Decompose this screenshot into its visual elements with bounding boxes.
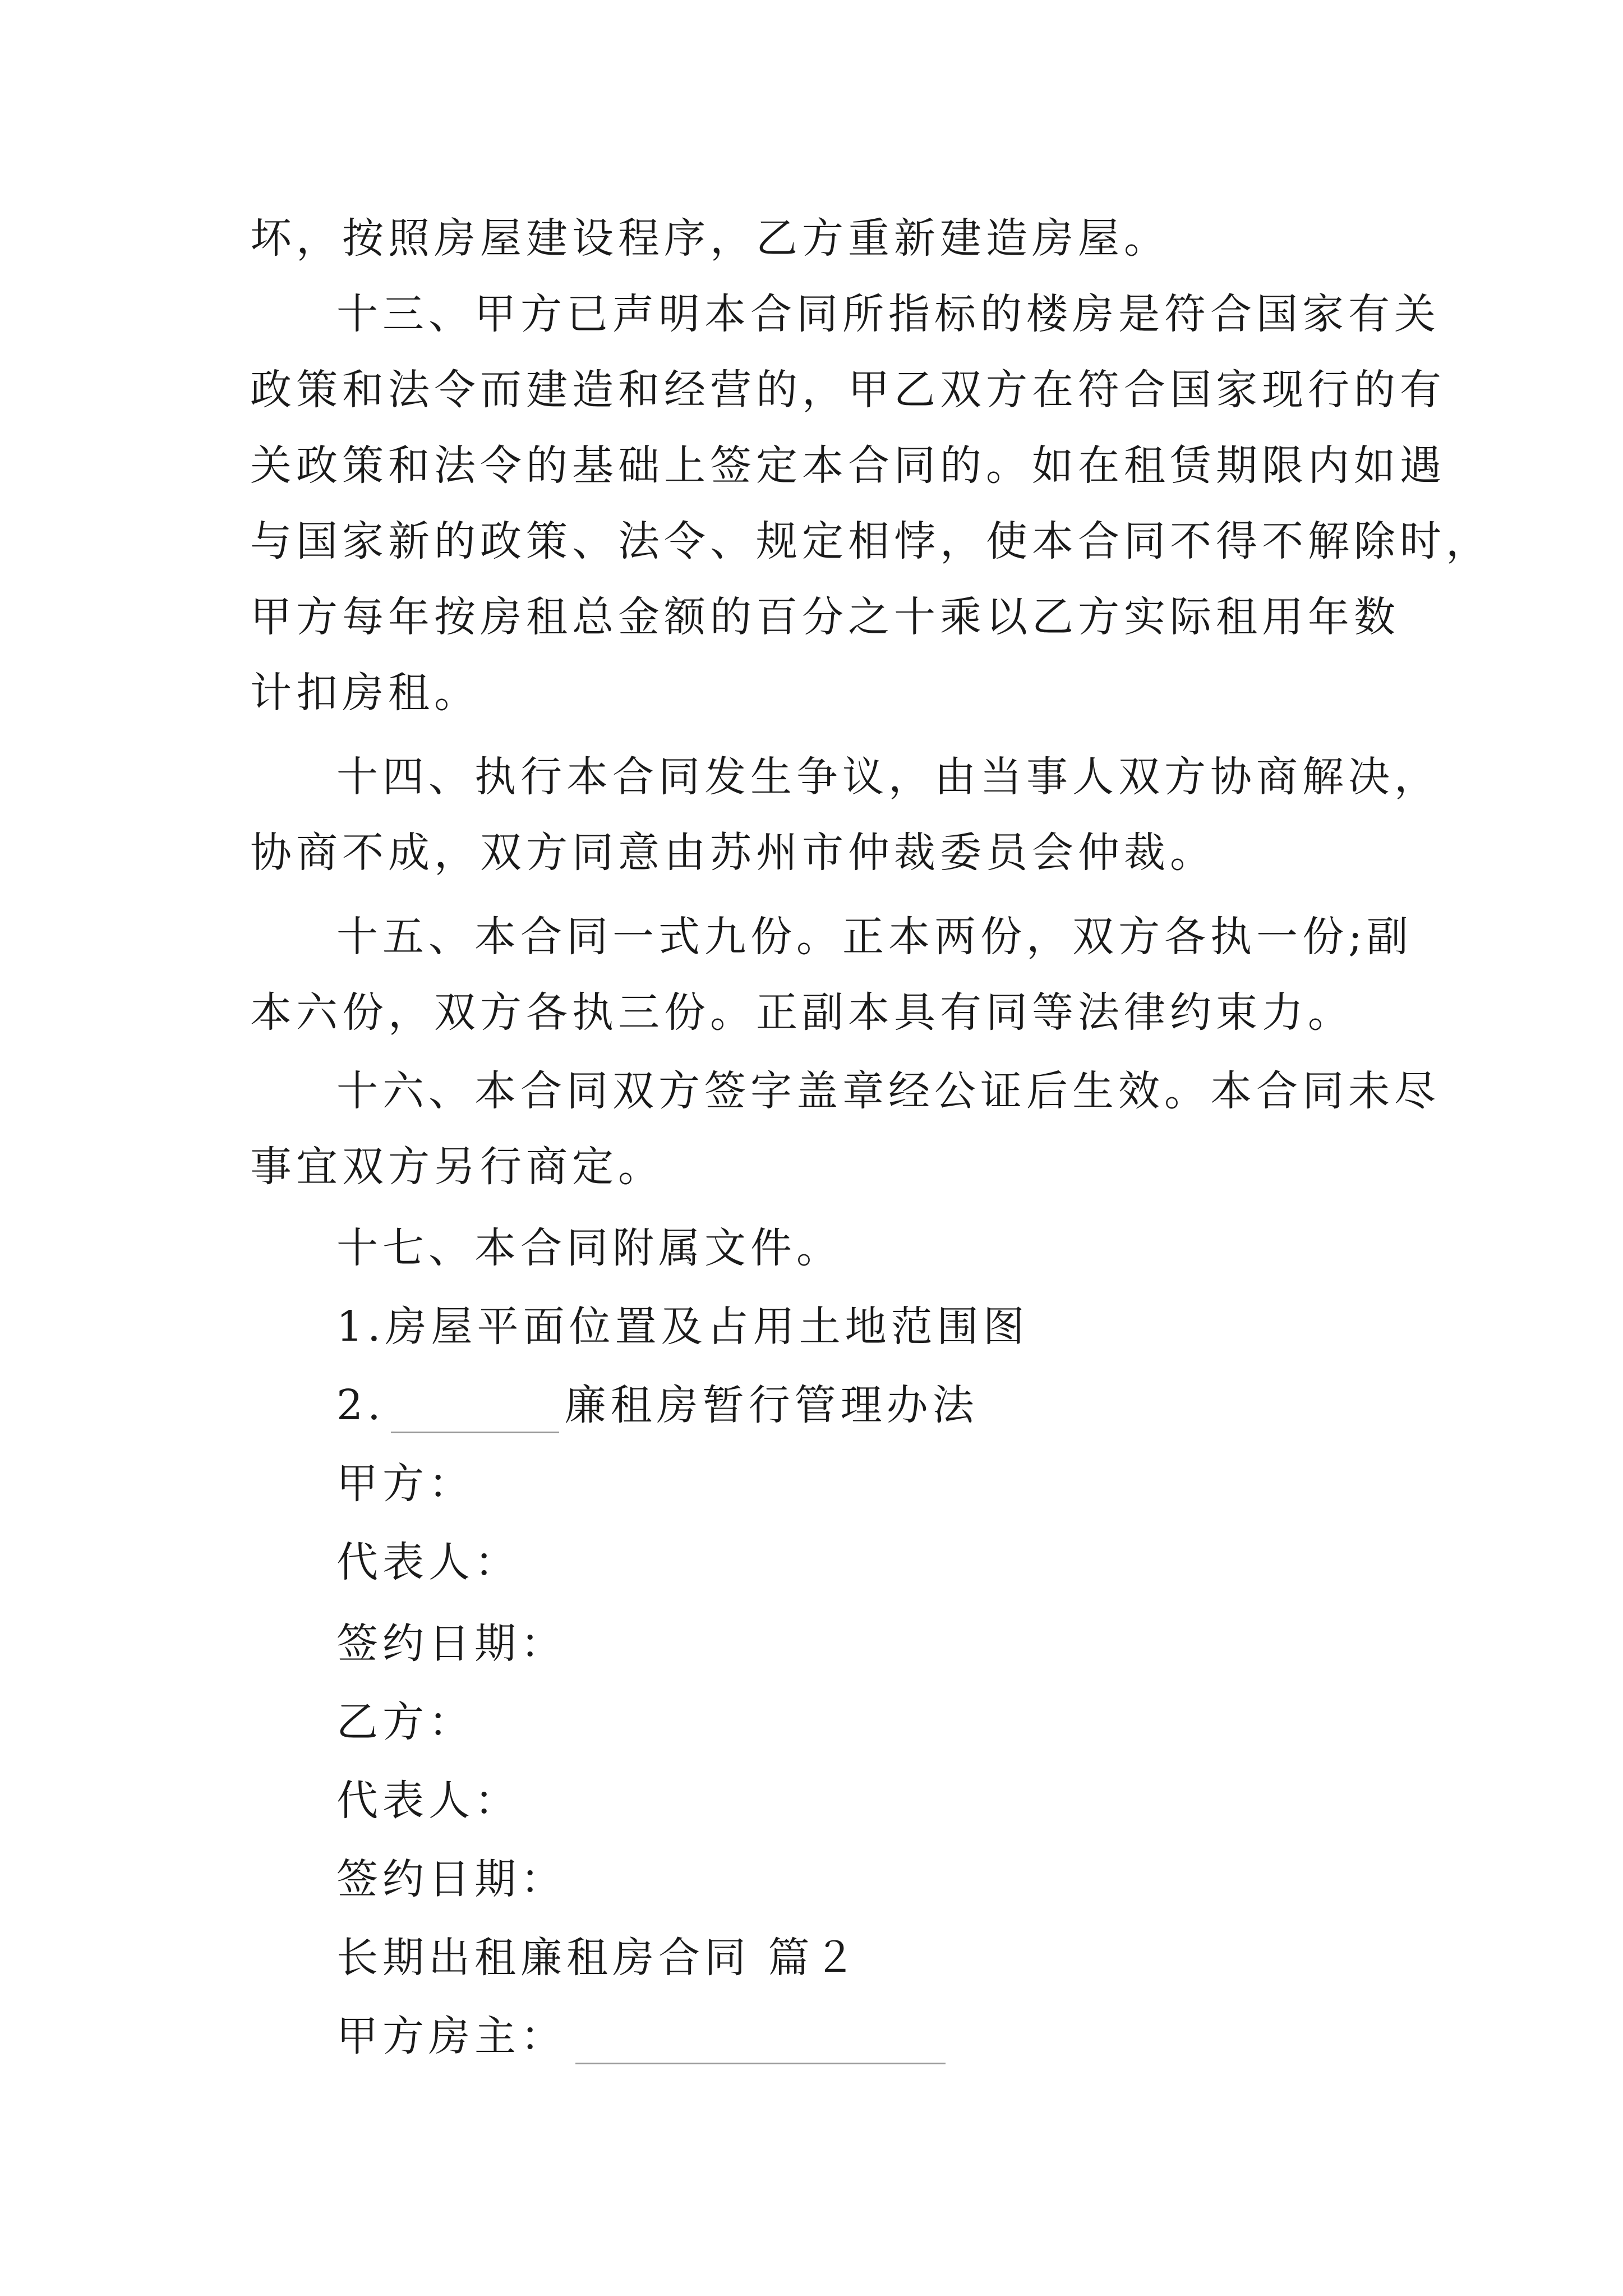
- paragraph-line: 十六、本合同双方签字盖章经公证后生效。本合同未尽: [336, 1067, 1440, 1115]
- paragraph-line: 关政策和法令的基础上签定本合同的。如在租赁期限内如遇: [250, 441, 1446, 490]
- paragraph-line: 事宜双方另行商定。: [250, 1143, 664, 1191]
- paragraph-line: 计扣房租。: [250, 669, 480, 717]
- party-a-representative-label: 代表人：: [336, 1538, 520, 1586]
- party-b-label: 乙方：: [336, 1698, 474, 1746]
- landlord-line: [336, 2008, 1389, 2064]
- attachment-2-prefix: 2.: [336, 1381, 385, 1429]
- paragraph-line: 协商不成，双方同意由苏州市仲裁委员会仲裁。: [250, 829, 1216, 877]
- party-a-signing-date-label: 签约日期：: [336, 1619, 566, 1668]
- paragraph-line: 十五、本合同一式九份。正本两份，双方各执一份;副: [336, 913, 1413, 961]
- attachment-2: [336, 1377, 1389, 1433]
- attachment-2-suffix: 廉租房暂行管理办法: [564, 1381, 979, 1429]
- party-b-representative-label: 代表人：: [336, 1777, 520, 1825]
- section-title: 长期出租廉租房合同 篇２: [336, 1934, 860, 1982]
- party-b-signing-date-label: 签约日期：: [336, 1855, 566, 1903]
- paragraph-line: 本六份，双方各执三份。正副本具有同等法律约束力。: [250, 988, 1354, 1037]
- paragraph-line: 甲方每年按房租总金额的百分之十乘以乙方实际租用年数: [250, 593, 1400, 641]
- paragraph-line: 十四、执行本合同发生争议，由当事人双方协商解决，: [336, 753, 1440, 801]
- party-a-label: 甲方：: [336, 1460, 474, 1508]
- paragraph-line: 十三、甲方已声明本合同所指标的楼房是符合国家有关: [336, 290, 1440, 338]
- attachment-1: 1.房屋平面位置及占用土地范围图: [336, 1303, 1029, 1351]
- landlord-blank: [575, 2023, 946, 2064]
- paragraph-line: 与国家新的政策、法令、规定相悖，使本合同不得不解除时，: [250, 517, 1492, 565]
- paragraph-line: 十七、本合同附属文件。: [336, 1224, 842, 1272]
- paragraph-line: 政策和法令而建造和经营的，甲乙双方在符合国家现行的有: [250, 366, 1446, 414]
- attachment-2-blank: [391, 1392, 559, 1433]
- paragraph-line: 坏，按照房屋建设程序，乙方重新建造房屋。: [250, 214, 1170, 263]
- landlord-label: 甲方房主：: [336, 2012, 566, 2060]
